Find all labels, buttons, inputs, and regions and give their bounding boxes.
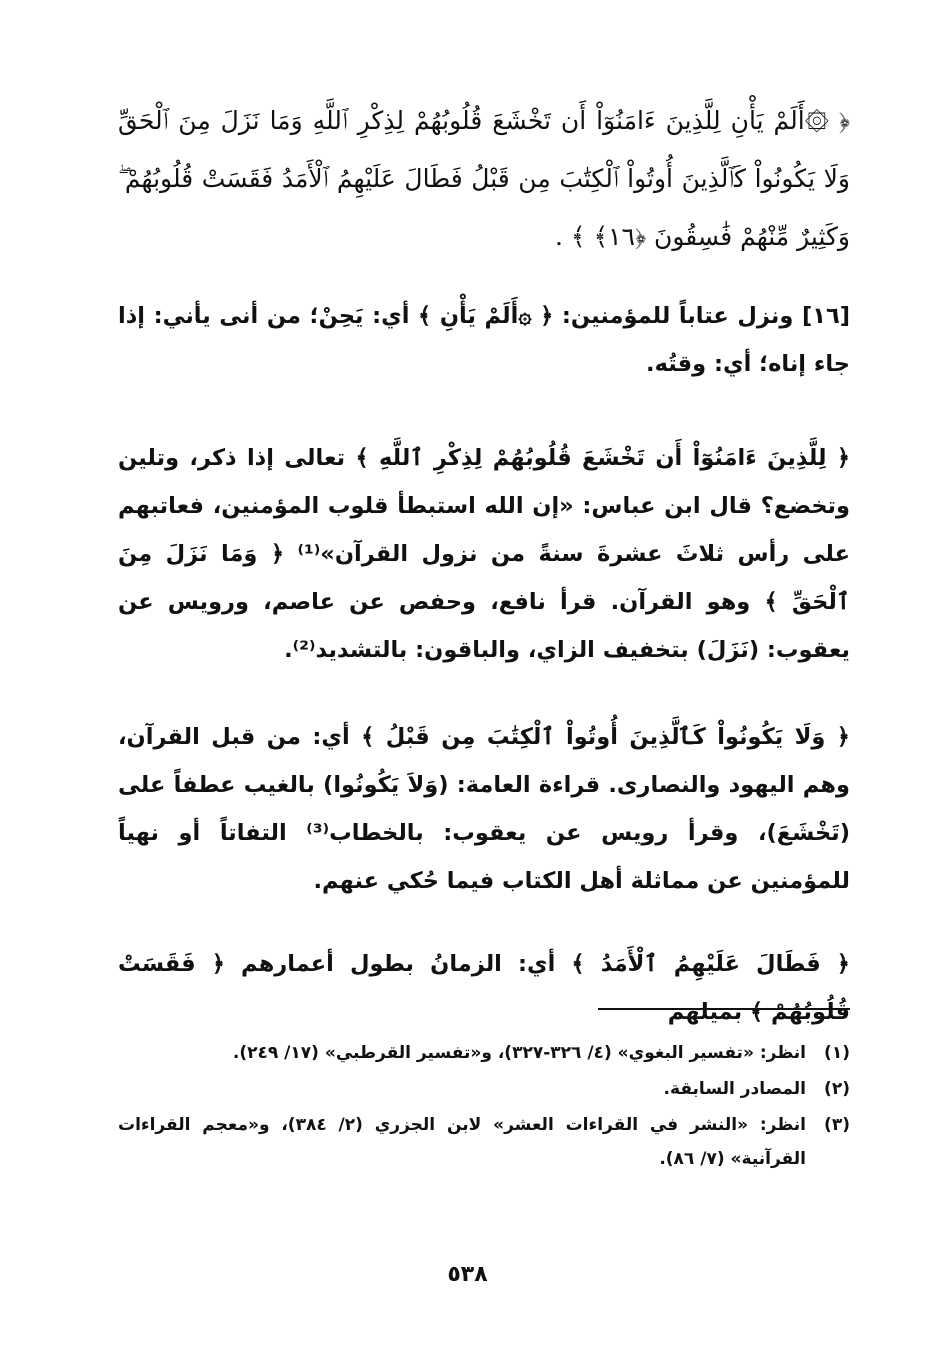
footnote-1 [118,1036,850,1070]
commentary-paragraph-1: [١٦] ونزل عتاباً للمؤمنين: ﴿ ۞أَلَمْ يَأْنِ ﴾ أي: يَحِنْ؛ من أنى يأني: إذا جاء إناه؛ أي: وقتُه. [118,303,850,377]
footnote-2 [118,1072,850,1106]
page-number: ٥٣٨ [447,1262,488,1287]
footnote-text: انظر: «النشر في القراءات العشر» لابن الجزري (٢/ ٣٨٤)، و«معجم القراءات القرآنية» (٧/ ٨٦). [118,1115,806,1169]
commentary-paragraph-4: ﴿ فَطَالَ عَلَيْهِمُ ٱلْأَمَدُ ﴾ أي: الزمانُ بطول أعمارهم ﴿ فَقَسَتْ قُلُوبُهُمْ ﴾ بميلهم [118,951,850,1025]
footnote-number: (١) [824,1043,850,1063]
footnote-text: انظر: «تفسير البغوي» (٤/ ٣٢٦-٣٢٧)، و«تفسير القرطبي» (١٧/ ٢٤٩). [232,1043,806,1063]
commentary-paragraph-3: ﴿ وَلَا يَكُونُواْ كَٱلَّذِينَ أُوتُواْ ٱلْكِتَٰبَ مِن قَبْلُ ﴾ أي: من قبل القرآن، وهم اليهود والنصارى. قراءة العامة: (وَلاَ يَكُونُوا) بالغيب عطفاً على (تَخْشَعَ)، وقرأ رويس عن يعقوب: بالخطاب⁽³⁾ التفاتاً أو نهياً للمؤمنين عن مماثلة أهل الكتاب فيما حُكي عنهم. [118,724,850,894]
footnote-number: (٢) [824,1079,850,1099]
footnote-number: (٣) [824,1115,850,1135]
footnotes [118,1036,850,1178]
footnote-3 [118,1108,850,1176]
footnote-text: المصادر السابقة. [663,1079,806,1099]
commentary-paragraph-2: ﴿ لِلَّذِينَ ءَامَنُوٓاْ أَن تَخْشَعَ قُلُوبُهُمْ لِذِكْرِ ٱللَّهِ ﴾ تعالى إذا ذكر، وتلين وتخضع؟ قال ابن عباس: «إن الله استبطأ قلوب المؤمنين، فعاتبهم على رأس ثلاثَ عشرةَ سنةً من نزول القرآن»⁽¹⁾ ﴿ وَمَا نَزَلَ مِنَ ٱلْحَقِّ ﴾ وهو القرآن. قرأ نافع، وحفص عن عاصم، ورويس عن يعقوب: (نَزَلَ) بتخفيف الزاي، والباقون: بالتشديد⁽²⁾. [118,445,850,663]
quran-verse-block: ﴿ ۞أَلَمْ يَأْنِ لِلَّذِينَ ءَامَنُوٓاْ أَن تَخْشَعَ قُلُوبُهُمْ لِذِكْرِ ٱللَّهِ وَمَا نَزَلَ مِنَ ٱلْحَقِّ وَلَا يَكُونُواْ كَٱلَّذِينَ أُوتُواْ ٱلْكِتَٰبَ مِن قَبْلُ فَطَالَ عَلَيْهِمُ ٱلْأَمَدُ فَقَسَتْ قُلُوبُهُمْ ۖ وَكَثِيرٌ مِّنْهُمْ فَٰسِقُونَ ﴿١٦﴾ ﴾ . [118,106,850,251]
footnote-separator [598,1008,850,1010]
